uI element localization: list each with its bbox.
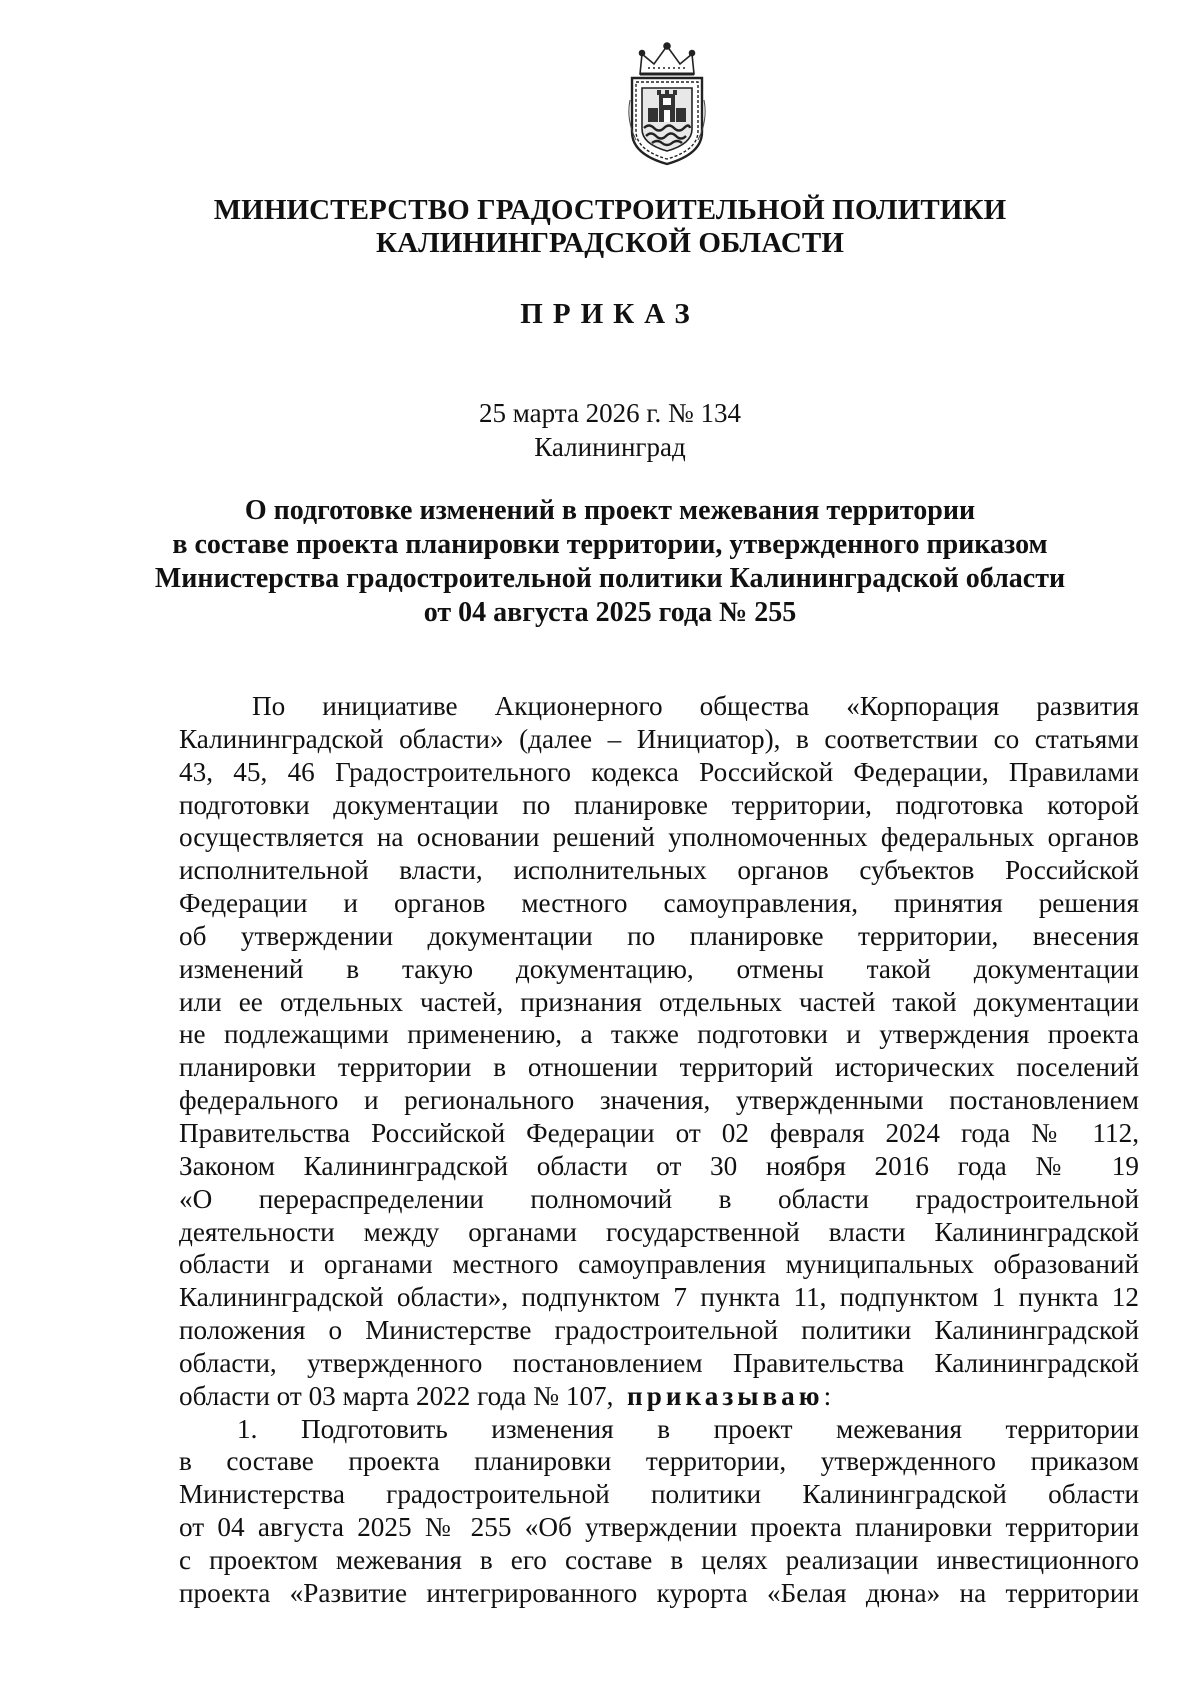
subject-line: О подготовке изменений в проект межевания территории [244,495,976,526]
kaliningrad-coat-of-arms-icon [622,40,712,168]
body-line: По инициативе Акционерного общества «Корпорация развития [252,691,1139,721]
order-subject [0,494,1200,630]
document-type: ПРИКАЗ [520,298,700,330]
body-line: Калининградской области» (далее – Инициатор), в соответствии со статьями [179,723,1139,754]
ministry-header [0,194,1200,260]
order-body [179,690,1139,1610]
subject-line: Министерства градостроительной политики Калининградской области [154,563,1066,594]
body-line: с проектом межевания в его составе в целях реализации инвестиционного [179,1544,1139,1575]
body-line-order-clause [179,1380,1139,1413]
body-line: планировки территории в отношении территорий исторических поселений [179,1052,1139,1083]
body-line-text: области от 03 марта 2022 года № 107, [179,1380,614,1411]
body-line: или ее отдельных частей, признания отдельных частей такой документации [179,986,1139,1017]
subject-line: от 04 августа 2025 года № 255 [423,597,797,628]
body-line: области, утвержденного постановлением Правительства Калининградской [179,1347,1139,1378]
body-line: Министерства градостроительной политики Калининградской области [179,1479,1139,1510]
body-line: осуществляется на основании решений уполномоченных федеральных органов [179,822,1139,853]
order-city: Калининград [534,432,686,462]
subject-line: в составе проекта планировки территории, утвержденного приказом [172,529,1048,560]
body-line: от 04 августа 2025 № 255 «Об утверждении проекта планировки территории [179,1512,1139,1543]
body-line: Калининградской области», подпунктом 7 пункта 11, подпунктом 1 пункта 12 [179,1282,1139,1313]
ministry-name-line1: МИНИСТЕРСТВО ГРАДОСТРОИТЕЛЬНОЙ ПОЛИТИКИ [213,194,1007,226]
body-line: проекта «Развитие интегрированного курорта «Белая дюна» на территории [179,1577,1139,1608]
body-line: исполнительной власти, исполнительных органов субъектов Российской [179,855,1139,886]
order-colon: : [823,1380,832,1411]
body-line: подготовки документации по планировке территории, подготовка которой [179,789,1139,820]
body-line: не подлежащими применению, а также подготовки и утверждения проекта [179,1019,1139,1050]
order-date-number: 25 марта 2026 г. № 134 [479,398,741,428]
body-line: в составе проекта планировки территории, утвержденного приказом [179,1446,1139,1477]
body-line: 1. Подготовить изменения в проект межевания территории [237,1413,1139,1444]
order-verb: приказываю [627,1380,824,1411]
order-meta [0,396,1200,464]
body-line: федерального и регионального значения, утвержденными постановлением [179,1085,1139,1116]
body-line: Законом Калининградской области от 30 ноября 2016 года № 19 [179,1150,1139,1181]
body-line: деятельности между органами государственной власти Калининградской [179,1216,1139,1247]
body-line: положения о Министерстве градостроительной политики Калининградской [179,1315,1139,1346]
body-line: Федерации и органов местного самоуправления, принятия решения [179,888,1139,919]
body-line: об утверждении документации по планировке территории, внесения [179,920,1139,951]
body-line: Правительства Российской Федерации от 02 февраля 2024 года № 112, [179,1117,1139,1148]
ministry-name-line2: КАЛИНИНГРАДСКОЙ ОБЛАСТИ [375,227,845,259]
body-line: области и органами местного самоуправления муниципальных образований [179,1249,1139,1280]
body-line: 43, 45, 46 Градостроительного кодекса Российской Федерации, Правилами [179,756,1139,787]
body-line: изменений в такую документацию, отмены такой документации [179,953,1139,984]
body-line: «О перераспределении полномочий в области градостроительной [179,1183,1139,1214]
